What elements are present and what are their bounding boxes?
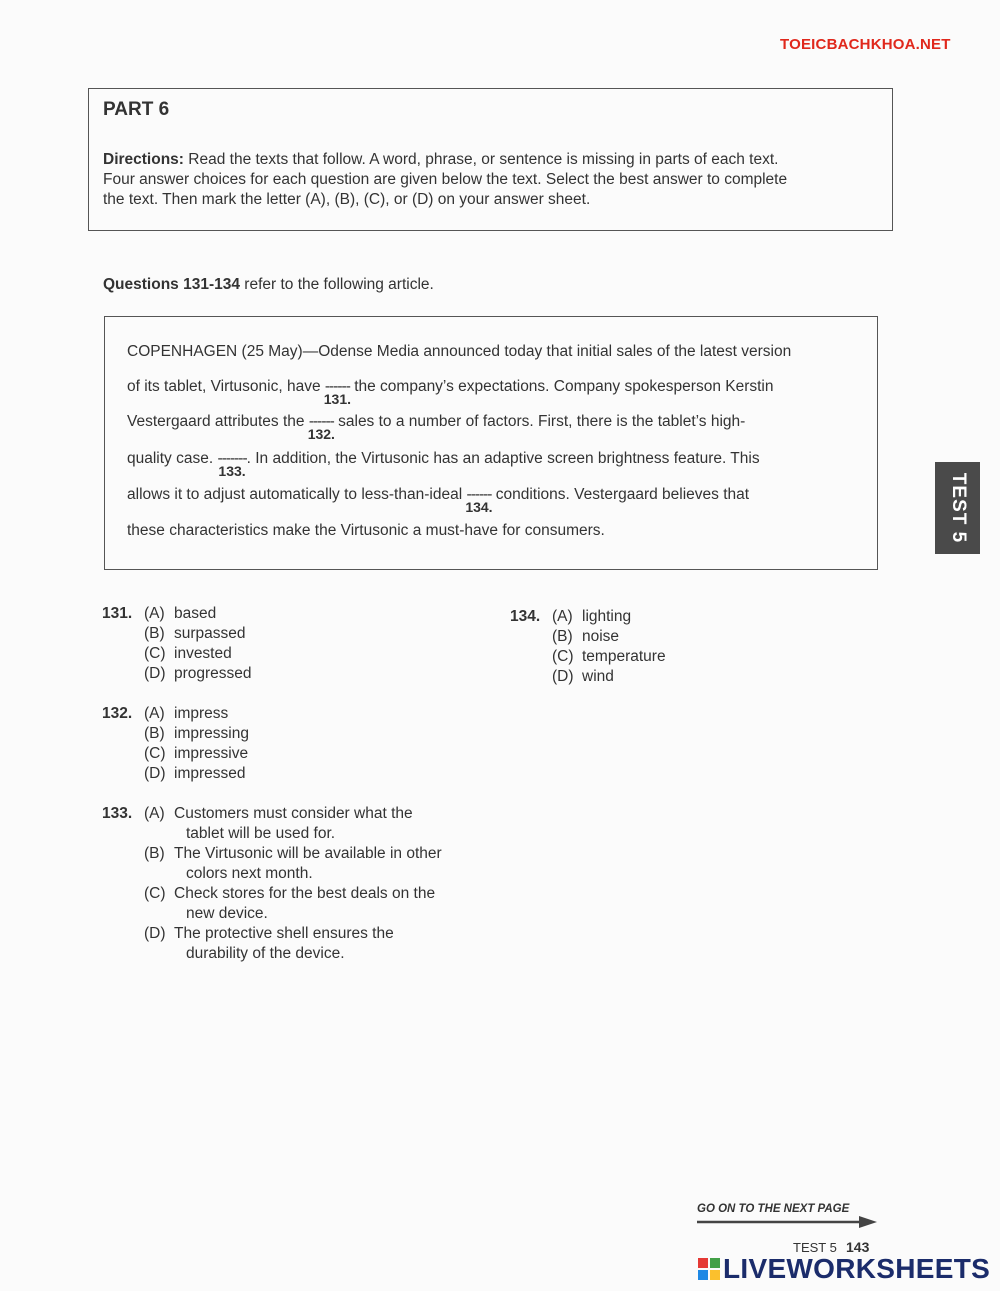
option-text: wind [582,668,614,685]
option-132-c[interactable] [144,744,249,764]
directions-line-1: Read the texts that follow. A word, phrase, or sentence is missing in parts of each text. [188,151,779,168]
option-label: (B) [144,625,165,642]
article-line-2-start: of its tablet, Virtusonic, have [127,378,321,395]
option-text: invested [174,645,232,662]
option-text: impressed [174,765,246,782]
question-132-options [144,704,249,784]
article-line-5-start: allows it to adjust automatically to less-than-ideal [127,486,463,503]
blank-131-number: 131. [323,391,351,407]
blank-131-dashes: ------ [324,378,350,395]
option-133-b[interactable] [144,844,444,884]
option-label: (A) [144,805,165,822]
option-132-b[interactable] [144,724,249,744]
option-label: (D) [144,665,166,682]
article-line-4-start: quality case. [127,450,214,467]
site-watermark: TOEICBACHKHOA.NET [780,36,951,53]
option-label: (C) [552,648,574,665]
page-number: 143 [846,1239,870,1255]
option-label: (A) [144,705,165,722]
article-line-4-end: . In addition, the Virtusonic has an adaptive screen brightness feature. This [246,450,760,467]
question-133-number: 133. [102,805,133,822]
questions-intro-text: refer to the following article. [244,276,434,293]
blank-133-dashes: ------- [217,450,247,467]
liveworksheets-brand [698,1253,990,1285]
option-131-d[interactable] [144,664,252,684]
option-text: The Virtusonic will be available in other colors next month. [174,845,442,882]
option-text: noise [582,628,620,645]
blank-132-dashes: ------ [308,413,334,430]
blank-134-dashes: ------ [466,486,492,503]
liveworksheets-text: LIVEWORKSHEETS [723,1253,991,1284]
question-134 [510,607,810,692]
question-133 [102,804,482,969]
blank-134[interactable] [465,486,493,515]
directions-line-2: Four answer choices for each question are given below the text. Select the best answer to complete [103,171,788,188]
option-label: (B) [144,845,165,862]
option-text: temperature [582,648,666,665]
option-text: Customers must consider what the tablet will be used for. [174,805,413,842]
blank-133[interactable] [217,450,247,479]
option-134-b[interactable] [552,627,666,647]
blank-132[interactable] [307,413,335,442]
article-line-1: COPENHAGEN (25 May)—Odense Media announced today that initial sales of the latest version [127,343,792,360]
article-line-3 [127,413,746,442]
option-text: impressing [174,725,249,742]
option-134-c[interactable] [552,647,666,667]
option-label: (B) [144,725,165,742]
blank-134-number: 134. [465,499,493,515]
next-page-arrow-icon [697,1214,879,1230]
option-text: Check stores for the best deals on the new device. [174,885,436,922]
article-line-2-end: the company’s expectations. Company spokesperson Kerstin [354,378,774,395]
directions-label: Directions: [103,151,184,168]
question-132-number: 132. [102,705,133,722]
part-title: PART 6 [103,99,170,120]
article-line-2 [127,378,774,407]
option-label: (A) [144,605,165,622]
question-134-options [552,607,666,687]
question-131-options [144,604,252,684]
blank-132-number: 132. [307,426,335,442]
option-text: progressed [174,665,252,682]
next-page-label: GO ON TO THE NEXT PAGE [697,1203,850,1215]
option-131-a[interactable] [144,604,252,624]
article-line-6: these characteristics make the Virtusonic a must-have for consumers. [127,522,605,539]
article-line-5 [127,486,750,515]
option-text: The protective shell ensures the durability of the device. [174,925,394,962]
article-line-4 [127,450,760,479]
option-text: impress [174,705,229,722]
option-131-b[interactable] [144,624,252,644]
option-131-c[interactable] [144,644,252,664]
option-132-a[interactable] [144,704,249,724]
article-line-3-end: sales to a number of factors. First, there is the tablet’s high- [338,413,746,430]
blank-131[interactable] [323,378,351,407]
question-133-options [144,804,444,964]
option-text: impressive [174,745,249,762]
questions-intro [103,276,434,294]
option-133-a[interactable] [144,804,444,844]
option-label: (D) [552,668,574,685]
option-132-d[interactable] [144,764,249,784]
option-label: (D) [144,925,166,942]
option-label: (C) [144,885,166,902]
option-133-d[interactable] [144,924,444,964]
questions-range: Questions 131-134 [103,276,240,293]
option-label: (B) [552,628,573,645]
option-text: based [174,605,217,622]
option-134-a[interactable] [552,607,666,627]
option-label: (C) [144,745,166,762]
article-line-5-end: conditions. Vestergaard believes that [495,486,750,503]
article-line-3-start: Vestergaard attributes the [127,413,305,430]
option-text: lighting [582,608,632,625]
option-text: surpassed [174,625,246,642]
option-label: (C) [144,645,166,662]
footer-test-label: TEST 5 [793,1240,837,1255]
directions-line-3: the text. Then mark the letter (A), (B), (C), or (D) on your answer sheet. [103,191,591,208]
blank-133-number: 133. [218,463,246,479]
test-side-tab [935,462,980,554]
test-side-tab-label: TEST 5 [947,472,969,544]
question-131-number: 131. [102,605,133,622]
question-134-number: 134. [510,608,541,625]
option-label: (D) [144,765,166,782]
option-134-d[interactable] [552,667,666,687]
option-133-c[interactable] [144,884,444,924]
question-131 [102,604,482,689]
directions [103,150,875,210]
option-label: (A) [552,608,573,625]
liveworksheets-logo-icon [698,1258,720,1280]
question-132 [102,704,482,789]
